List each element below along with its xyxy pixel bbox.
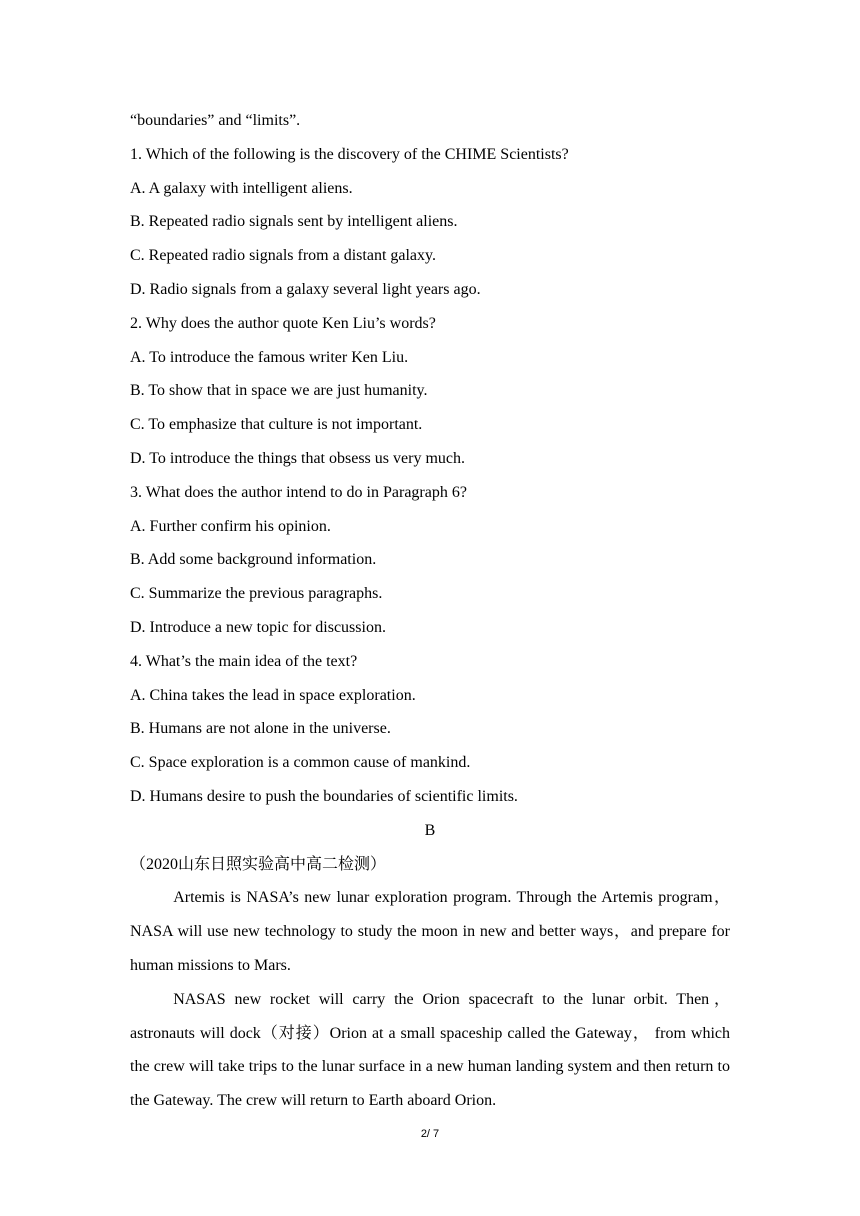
option-c: C. To emphasize that culture is not important. (130, 416, 423, 434)
question-3 (130, 476, 730, 645)
question-stem: 2. Why does the author quote Ken Liu’s words? (130, 314, 436, 332)
option-a: A. China takes the lead in space exploration. (130, 686, 416, 704)
passage (130, 881, 730, 1118)
question-stem: 3. What does the author intend to do in Paragraph 6? (130, 483, 467, 501)
question-2 (130, 307, 730, 476)
question-1 (130, 138, 730, 307)
option-b: B. To show that in space we are just humanity. (130, 382, 428, 400)
option-a: A. To introduce the famous writer Ken Liu. (130, 348, 409, 366)
option-d: D. To introduce the things that obsess us very much. (130, 449, 465, 467)
option-c: C. Summarize the previous paragraphs. (130, 585, 383, 603)
page-content (130, 104, 730, 1118)
option-b: B. Repeated radio signals sent by intelligent aliens. (130, 213, 458, 231)
option-b: B. Add some background information. (130, 551, 377, 569)
passage-paragraph-1: Artemis is NASA’s new lunar exploration program. Through the Artemis program，NASA will use new technology to study the moon in new and better ways，and prepare for human missions to Mars. (130, 889, 730, 974)
passage-paragraph-2: NASAS new rocket will carry the Orion spacecraft to the lunar orbit. Then，astronauts will dock（对接）Orion at a small spaceship called the Gateway， from which the crew will take trips to the lunar surface in a new human landing system and then return to the Gateway. The crew will return to Earth aboard Orion. (130, 990, 730, 1110)
section-heading: B (424, 821, 436, 839)
option-d: D. Humans desire to push the boundaries of scientific limits. (130, 787, 518, 805)
option-a: A. A galaxy with intelligent aliens. (130, 179, 353, 197)
option-d: D. Introduce a new topic for discussion. (130, 618, 386, 636)
option-b: B. Humans are not alone in the universe. (130, 720, 391, 738)
page-number: 2/ 7 (420, 1128, 440, 1140)
option-c: C. Space exploration is a common cause of mankind. (130, 754, 471, 772)
option-d: D. Radio signals from a galaxy several light years ago. (130, 280, 481, 298)
question-stem: 4. What’s the main idea of the text? (130, 652, 358, 670)
option-a: A. Further confirm his opinion. (130, 517, 331, 535)
source-note: （2020山东日照实验高中高二检测） (130, 855, 387, 873)
question-4 (130, 645, 730, 814)
question-stem: 1. Which of the following is the discovery of the CHIME Scientists? (130, 145, 569, 163)
option-c: C. Repeated radio signals from a distant galaxy. (130, 247, 436, 265)
lead-in-text: “boundaries” and “limits”. (130, 112, 301, 129)
